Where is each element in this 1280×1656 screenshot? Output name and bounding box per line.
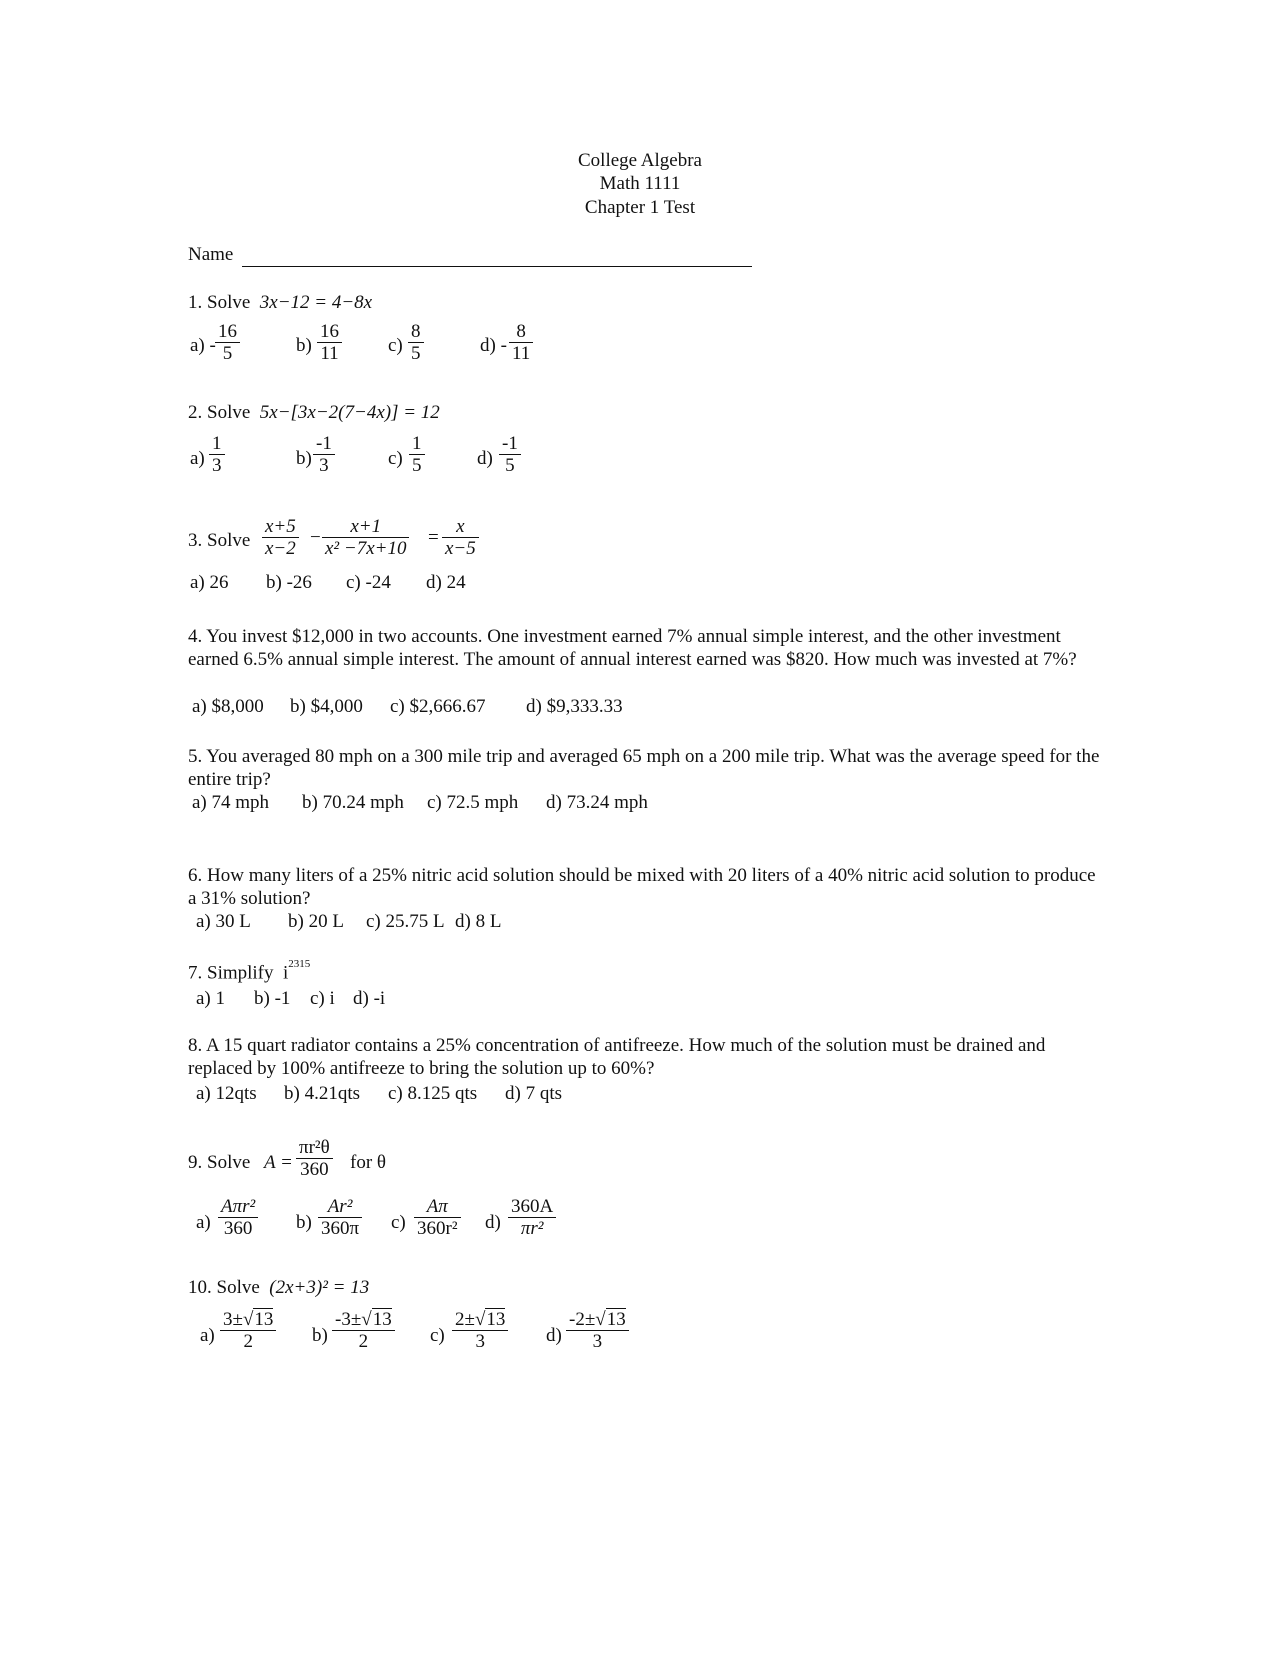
q9-choice-a[interactable]: Aπr² 360: [218, 1197, 258, 1240]
q7-base: i: [283, 962, 289, 984]
q9-formula-fraction: $\frac{\text{πr²θ}}{360}$: [296, 1138, 333, 1181]
q2-choice-c[interactable]: $\frac{1}{5}$: [409, 434, 425, 477]
q5-choice-d[interactable]: d) 73.24 mph: [546, 792, 648, 813]
q1-choice-a-label: a) -: [190, 335, 216, 356]
q7-exponent: 2315: [288, 958, 311, 970]
q4-choice-c[interactable]: c) $2,666.67: [390, 696, 486, 717]
q9-choice-d[interactable]: $\frac{360A}{\text{πr²}}$: [508, 1197, 556, 1240]
test-title: Chapter 1 Test: [584, 197, 696, 218]
q8-choice-d[interactable]: d) 7 qts: [505, 1083, 562, 1104]
q3-minus: −: [310, 527, 321, 548]
q6-choice-d[interactable]: d) 8 L: [455, 911, 502, 932]
q7-choice-c[interactable]: c) i: [310, 988, 335, 1009]
name-label: Name: [188, 244, 234, 265]
q10-choice-a-label: a): [200, 1325, 215, 1346]
q1-choice-d[interactable]: $\frac{8}{11}$: [509, 322, 533, 365]
q7-prompt: 7. Simplify $i^{2315}$: [188, 958, 311, 984]
q9-choice-b-label: b): [296, 1212, 312, 1233]
q3-fraction-2: $\frac{x+1}{\text{x² −7x+10}}$: [322, 517, 409, 560]
q10-choice-d-label: d): [546, 1325, 562, 1346]
q3-choice-a[interactable]: a) 26: [190, 572, 229, 593]
q2-choice-a[interactable]: $\frac{1}{3}$: [209, 434, 225, 477]
q9-choice-c-label: c): [391, 1212, 406, 1233]
q8-choice-b[interactable]: b) 4.21qts: [284, 1083, 360, 1104]
q9-prompt: 9. Solve: [188, 1152, 251, 1173]
q1-choice-c[interactable]: $\frac{8}{5}$: [408, 322, 424, 365]
course-number: Math 1111: [599, 173, 681, 194]
q3-fraction-1: $\frac{x+5}{x-2}$: [262, 517, 299, 560]
q7-choice-d[interactable]: d) -i: [353, 988, 386, 1009]
q2-choice-a-label: a): [190, 448, 205, 469]
q6-question: 6. How many liters of a 25% nitric acid solution should be mixed with 20 liters of a 40% nitric acid solution to produce a 31% solution?: [188, 865, 1096, 909]
q8-question: 8. A 15 quart radiator contains a 25% concentration of antifreeze. How much of the solution must be drained and replaced by 100% antifreeze to bring the solution up to 60%?: [188, 1035, 1046, 1079]
q10-choice-c-label: c): [430, 1325, 445, 1346]
q2-choice-b[interactable]: $\frac{-1}{3}$: [313, 434, 335, 477]
q2-choice-d-label: d): [477, 448, 493, 469]
q6-choice-a[interactable]: a) 30 L: [196, 911, 251, 932]
q5-choice-b[interactable]: b) 70.24 mph: [302, 792, 404, 813]
q4-choice-b[interactable]: b) $4,000: [290, 696, 363, 717]
q3-choice-d[interactable]: d) 24: [426, 572, 466, 593]
q2-prompt: 2. Solve 5x−[3x−2(7−4x)] = 12: [188, 402, 440, 423]
q10-choice-d[interactable]: $\frac{-2\pm√13}{3}$: [566, 1310, 629, 1353]
q9-choice-d-label: d): [485, 1212, 501, 1233]
q9-lhs: A =: [264, 1152, 293, 1173]
q4-choice-a[interactable]: a) $8,000: [192, 696, 264, 717]
q1-choice-a[interactable]: $\frac{16}{5}$: [215, 322, 240, 365]
q3-equals: =: [428, 527, 439, 548]
q4-question: 4. You invest $12,000 in two accounts. One investment earned 7% annual simple interest, and the other investment earned 6.5% annual simple interest. The amount of annual interest earned was $820. How much was invested at 7%?: [188, 626, 1077, 670]
q3-choice-b[interactable]: b) -26: [266, 572, 312, 593]
q1-prompt: 1. Solve 3x−12 = 4−8x: [188, 292, 373, 313]
q4-choice-d[interactable]: d) $9,333.33: [526, 696, 623, 717]
q9-suffix: for θ: [350, 1152, 387, 1173]
q6-choice-b[interactable]: b) 20 L: [288, 911, 344, 932]
q8-choice-c[interactable]: c) 8.125 qts: [388, 1083, 478, 1104]
q5-choice-a[interactable]: a) 74 mph: [192, 792, 270, 813]
q10-choice-b[interactable]: $\frac{-3\pm√13}{2}$: [332, 1310, 395, 1353]
q8-choice-a[interactable]: a) 12qts: [196, 1083, 257, 1104]
q1-choice-b-label: b): [296, 335, 312, 356]
q3-choice-c[interactable]: c) -24: [346, 572, 391, 593]
name-blank-line[interactable]: [242, 266, 752, 267]
q3-fraction-3: $\frac{x}{x-5}$: [442, 517, 479, 560]
q1-choice-d-label: d) -: [480, 335, 507, 356]
q2-choice-d[interactable]: $\frac{-1}{5}$: [499, 434, 521, 477]
q5-question: 5. You averaged 80 mph on a 300 mile trip and averaged 65 mph on a 200 mile trip. What was the average speed for the entire trip?: [188, 746, 1100, 790]
q2-choice-c-label: c): [388, 448, 403, 469]
course-title: College Algebra: [578, 150, 702, 171]
q10-choice-b-label: b): [312, 1325, 328, 1346]
q7-choice-a[interactable]: a) 1: [196, 988, 226, 1009]
q1-choice-c-label: c): [388, 335, 403, 356]
q10-choice-a[interactable]: $\frac{3\pm√13}{2}$: [220, 1310, 276, 1353]
q10-prompt: 10. Solve (2x+3)² = 13: [188, 1277, 370, 1298]
q9-choice-c[interactable]: $\frac{A\pi}{\text{360r²}}$: [414, 1197, 461, 1240]
q9-choice-a-label: a): [196, 1212, 211, 1233]
q2-choice-b-label: b): [296, 448, 312, 469]
q7-choice-b[interactable]: b) -1: [254, 988, 291, 1009]
q1-choice-b[interactable]: $\frac{16}{11}$: [317, 322, 342, 365]
q9-choice-b[interactable]: $\frac{\text{Ar²}}{360\pi}$: [318, 1197, 362, 1240]
q10-choice-c[interactable]: $\frac{2\pm√13}{3}$: [452, 1310, 508, 1353]
q5-choice-c[interactable]: c) 72.5 mph: [427, 792, 519, 813]
q6-choice-c[interactable]: c) 25.75 L: [366, 911, 445, 932]
q3-prompt: 3. Solve: [188, 530, 251, 551]
